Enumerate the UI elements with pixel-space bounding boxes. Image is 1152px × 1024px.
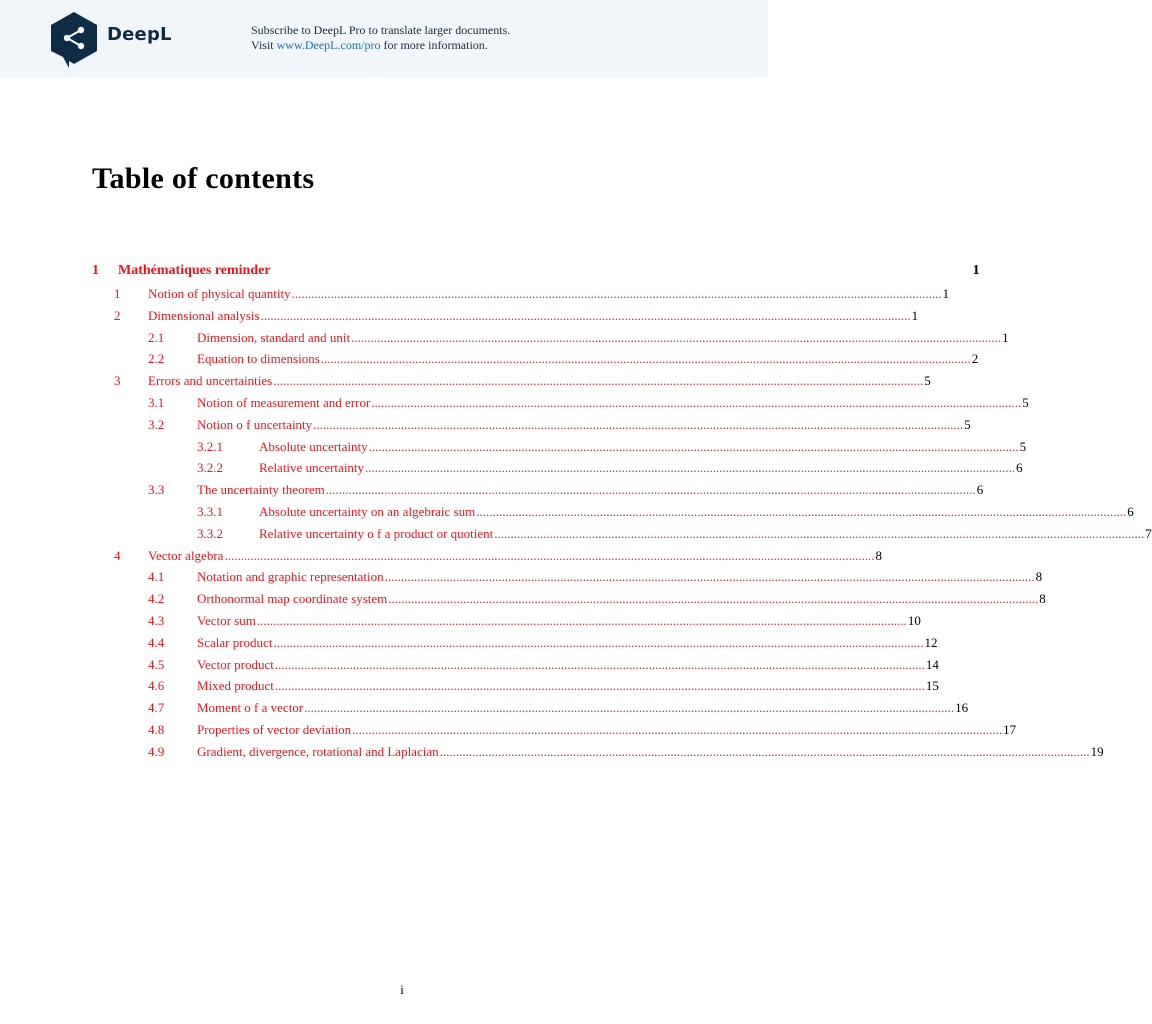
toc-title: Orthonormal map coordinate system [197,591,388,606]
toc-page: 6 [1127,504,1134,519]
toc-entry[interactable] [197,460,1023,478]
toc-entry[interactable] [148,657,939,675]
toc-title: Relative uncertainty o f a product or quotient [259,526,494,541]
toc-title: Vector product [197,657,274,672]
toc-title: Errors and uncertainties [148,373,273,388]
toc-entry[interactable] [114,286,950,304]
toc-entry[interactable] [197,439,1027,457]
toc-number: 4.1 [148,569,165,584]
toc-page: 6 [1016,460,1023,475]
toc-page: 1 [911,308,919,323]
toc-entry[interactable] [148,330,1009,348]
toc-title: Mixed product [197,678,274,693]
toc-title: Dimension, standard and unit [197,330,351,345]
leader-dots: ........................................................................................................................................................................................................ [304,700,955,715]
leader-dots: ........................................................................................................................................................................................................ [291,286,942,301]
toc-entry[interactable] [148,700,969,718]
toc-page: 15 [925,678,939,693]
leader-dots: ........................................................................................................................................................................................................ [260,308,911,323]
page-title: Table of contents [92,162,315,195]
toc-entry[interactable] [148,395,1029,413]
leader-dots [272,263,972,279]
toc-title: Scalar product [197,635,273,650]
leader-dots: ........................................................................................................................................................................................................ [352,722,1003,737]
leader-dots: ........................................................................................................................................................................................................ [274,657,925,672]
toc-number: 2 [114,308,121,323]
toc-number: 3.2 [148,417,165,432]
subscribe-line: Subscribe to DeepL Pro to translate larger documents. [251,23,511,37]
toc-page: 7 [1145,526,1152,541]
toc-number: 2.1 [148,330,165,345]
toc-number: 4 [114,548,121,563]
toc-entry[interactable] [148,482,984,500]
leader-dots: ........................................................................................................................................................................................................ [256,613,907,628]
toc-number: 3 [114,373,121,388]
toc-title: Notion o f uncertainty [197,417,313,432]
toc-title: Notion of physical quantity [148,286,291,301]
toc-entry[interactable] [148,417,971,435]
toc-title: Properties of vector deviation [197,722,352,737]
leader-dots: ........................................................................................................................................................................................................ [325,482,976,497]
toc-title: Relative uncertainty [259,460,365,475]
toc-title: The uncertainty theorem [197,482,325,497]
toc-title: Vector algebra [148,548,224,563]
toc-page: 8 [1035,569,1043,584]
toc-title: Notion of measurement and error [197,395,371,410]
toc-number: 4.4 [148,635,165,650]
page-number: i [400,982,404,997]
toc-page: 6 [976,482,984,497]
toc-number: 1 [114,286,121,301]
toc-page: 10 [907,613,921,628]
toc-title: Vector sum [197,613,256,628]
toc-page: 2 [971,351,979,366]
toc-page: 5 [964,417,971,432]
toc-number: 3.2.1 [197,439,223,454]
toc-title: Mathématiques reminder [118,263,271,278]
toc-title: Absolute uncertainty [259,439,368,454]
toc-title: Gradient, divergence, rotational and Laplacian [197,744,439,759]
leader-dots: ........................................................................................................................................................................................................ [494,526,1145,541]
toc-entry[interactable] [148,635,938,653]
toc-number: 2.2 [148,351,165,366]
leader-dots: ........................................................................................................................................................................................................ [368,439,1019,454]
toc-page: 5 [924,373,931,388]
toc-entry[interactable] [148,351,979,369]
brand-name: DeepL [107,24,172,45]
leader-dots: ........................................................................................................................................................................................................ [274,678,925,693]
toc-page: 17 [1003,722,1017,737]
leader-dots: ........................................................................................................................................................................................................ [273,373,924,388]
toc-page: 8 [875,548,882,563]
toc-number: 4.8 [148,722,165,737]
leader-dots: ........................................................................................................................................................................................................ [351,330,1002,345]
leader-dots: ........................................................................................................................................................................................................ [384,569,1035,584]
visit-suffix: for more information. [380,38,488,52]
toc-number: 4.7 [148,700,165,715]
toc-number: 4.3 [148,613,165,628]
visit-prefix: Visit [251,38,277,52]
toc-entry[interactable] [148,613,921,631]
toc-page: 8 [1039,591,1046,606]
toc-page: 19 [1090,744,1104,759]
toc-page: 14 [925,657,939,672]
leader-dots: ........................................................................................................................................................................................................ [388,591,1039,606]
toc-title: Notation and graphic representation [197,569,384,584]
leader-dots: ........................................................................................................................................................................................................ [439,744,1090,759]
toc-page: 1 [942,286,950,301]
toc-entry[interactable] [114,308,919,326]
toc-number: 4.2 [148,591,165,606]
leader-dots: ........................................................................................................................................................................................................ [476,504,1127,519]
toc-page: 5 [1019,439,1027,454]
toc-entry[interactable] [148,591,1046,609]
leader-dots: ........................................................................................................................................................................................................ [273,635,924,650]
toc-number: 3.3.1 [197,504,223,519]
toc-number: 3.3 [148,482,165,497]
toc-page: 1 [972,263,980,278]
leader-dots: ........................................................................................................................................................................................................ [224,548,875,563]
toc-entry[interactable] [148,569,1043,587]
toc-number: 3.2.2 [197,460,223,475]
toc-entry[interactable] [148,722,1017,740]
toc-entry[interactable] [197,504,1134,522]
toc-entry[interactable] [92,263,980,281]
toc-number: 1 [92,263,99,278]
toc-title: Dimensional analysis [148,308,260,323]
toc-number: 4.5 [148,657,165,672]
toc-entry[interactable] [114,373,931,391]
leader-dots: ........................................................................................................................................................................................................ [313,417,964,432]
toc-number: 3.3.2 [197,526,223,541]
leader-dots: ........................................................................................................................................................................................................ [371,395,1022,410]
leader-dots: ........................................................................................................................................................................................................ [365,460,1016,475]
toc-entry[interactable] [148,678,939,696]
deepl-pro-link[interactable]: www.DeepL.com/pro [276,38,381,52]
toc-title: Absolute uncertainty on an algebraic sum [259,504,476,519]
toc-page: 1 [1002,330,1009,345]
toc-number: 4.9 [148,744,165,759]
toc-title: Equation to dimensions [197,351,320,366]
toc-number: 3.1 [148,395,165,410]
toc-page: 16 [955,700,969,715]
toc-title: Moment o f a vector [197,700,304,715]
leader-dots: ........................................................................................................................................................................................................ [320,351,971,366]
toc-entry[interactable] [197,526,1152,544]
toc-entry[interactable] [148,744,1104,762]
toc-page: 12 [924,635,938,650]
toc-entry[interactable] [114,548,882,566]
toc-page: 5 [1022,395,1029,410]
toc-number: 4.6 [148,678,165,693]
